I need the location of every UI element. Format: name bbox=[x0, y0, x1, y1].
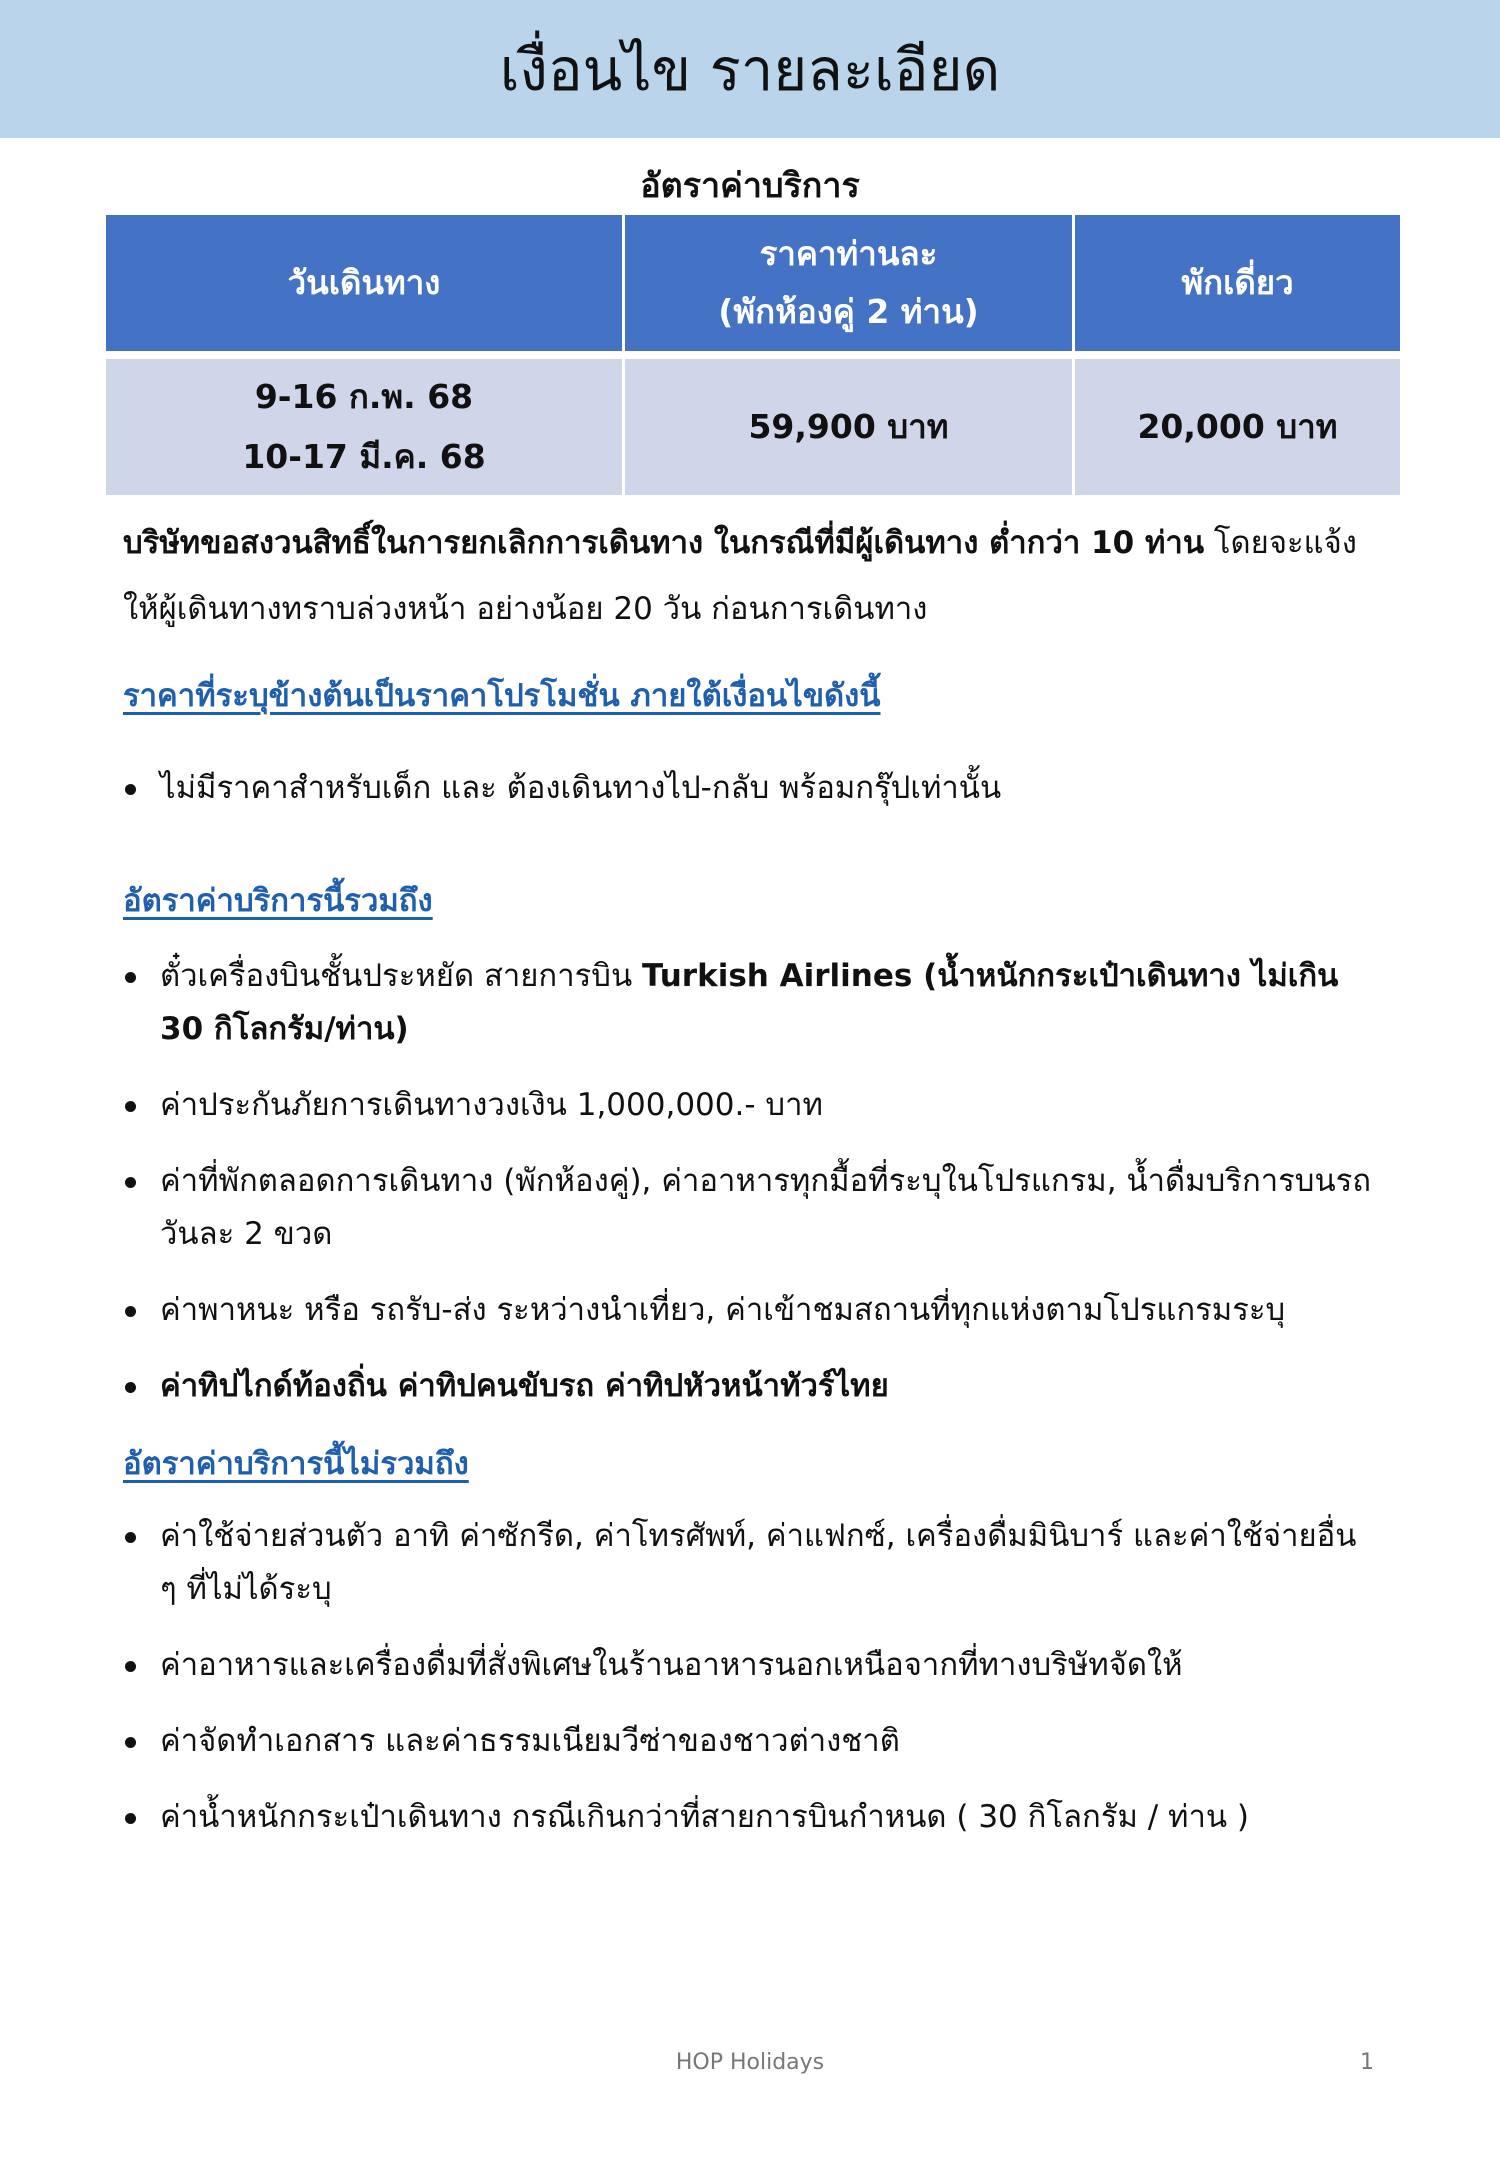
footer-company: HOP Holidays bbox=[675, 2050, 825, 2075]
list-item: ค่าพาหนะ หรือ รถรับ-ส่ง ระหว่างนำเที่ยว, ค่าเข้าชมสถานที่ทุกแห่งตามโปรแกรมระบุ bbox=[123, 1284, 1373, 1337]
bullet-icon bbox=[125, 1737, 136, 1748]
excluded-heading: อัตราค่าบริการนี้ไม่รวมถึง bbox=[123, 1446, 469, 1482]
list-item: ไม่มีราคาสำหรับเด็ก และ ต้องเดินทางไป-กลับ พร้อมกรุ๊ปเท่านั้น bbox=[123, 762, 1373, 815]
rates-header-row bbox=[106, 215, 1400, 351]
included-list bbox=[123, 950, 1373, 1436]
promo-list bbox=[123, 762, 1373, 838]
promo-heading: ราคาที่ระบุข้างต้นเป็นราคาโปรโมชั่น ภายใต้เงื่อนไขดังนี้ bbox=[123, 678, 881, 714]
bullet-icon bbox=[125, 972, 136, 983]
list-item: ค่าใช้จ่ายส่วนตัว อาทิ ค่าซักรีด, ค่าโทรศัพท์, ค่าแฟกซ์, เครื่องดื่มมินิบาร์ และค่าใช้จ่ายอื่น ๆ ที่ไม่ได้ระบุ bbox=[123, 1510, 1373, 1616]
table-row bbox=[106, 351, 1400, 495]
list-item: ตั๋วเครื่องบินชั้นประหยัด สายการบิน Turkish Airlines (น้ำหนักกระเป๋าเดินทาง ไม่เกิน 30 กิโลกรัม/ท่าน) bbox=[123, 950, 1373, 1056]
bullet-icon bbox=[125, 1306, 136, 1317]
cancellation-notice: บริษัทขอสงวนสิทธิ์ในการยกเลิกการเดินทาง ในกรณีที่มีผู้เดินทาง ต่ำกว่า 10 ท่าน โดยจะแจ้ง ให้ผู้เดินทางทราบล่วงหน้า อย่างน้อย 20 วัน ก่อนการเดินทาง bbox=[123, 525, 1357, 627]
rates-title: อัตราค่าบริการ bbox=[640, 166, 860, 206]
col-single-supplement: พักเดี่ยว bbox=[1075, 215, 1400, 351]
list-item: ค่าน้ำหนักกระเป๋าเดินทาง กรณีเกินกว่าที่สายการบินกำหนด ( 30 กิโลกรัม / ท่าน ) bbox=[123, 1791, 1373, 1844]
list-item: ค่าอาหารและเครื่องดื่มที่สั่งพิเศษในร้านอาหารนอกเหนือจากที่ทางบริษัทจัดให้ bbox=[123, 1639, 1373, 1692]
bullet-icon bbox=[125, 1101, 136, 1112]
col-travel-date: วันเดินทาง bbox=[106, 215, 622, 351]
list-item: ค่าทิปไกด์ท้องถิ่น ค่าทิปคนขับรถ ค่าทิปหัวหน้าทัวร์ไทย bbox=[123, 1360, 1373, 1413]
excluded-list bbox=[123, 1510, 1373, 1867]
header-band bbox=[0, 0, 1500, 138]
cell-travel-dates: 9-16 ก.พ. 68 10-17 มี.ค. 68 bbox=[106, 351, 622, 495]
list-item: ค่าจัดทำเอกสาร และค่าธรรมเนียมวีซ่าของชาวต่างชาติ bbox=[123, 1715, 1373, 1768]
page-number: 1 bbox=[1360, 2050, 1374, 2075]
rates-table bbox=[103, 215, 1403, 495]
list-item: ค่าที่พักตลอดการเดินทาง (พักห้องคู่), ค่าอาหารทุกมื้อที่ระบุในโปรแกรม, น้ำดื่มบริการบนรถ วันละ 2 ขวด bbox=[123, 1155, 1373, 1261]
bullet-icon bbox=[125, 1532, 136, 1543]
bullet-icon bbox=[125, 1661, 136, 1672]
bullet-icon bbox=[125, 1382, 136, 1393]
included-heading: อัตราค่าบริการนี้รวมถึง bbox=[123, 883, 433, 919]
list-item: ค่าประกันภัยการเดินทางวงเงิน 1,000,000.- บาท bbox=[123, 1079, 1373, 1132]
page-title: เงื่อนไข รายละเอียด bbox=[499, 35, 1001, 104]
col-price-per-person: ราคาท่านละ (พักห้องคู่ 2 ท่าน) bbox=[625, 215, 1072, 351]
bullet-icon bbox=[125, 784, 136, 795]
bullet-icon bbox=[125, 1813, 136, 1824]
cell-price: 59,900 บาท bbox=[625, 351, 1072, 495]
cell-single: 20,000 บาท bbox=[1075, 351, 1400, 495]
bullet-icon bbox=[125, 1177, 136, 1188]
